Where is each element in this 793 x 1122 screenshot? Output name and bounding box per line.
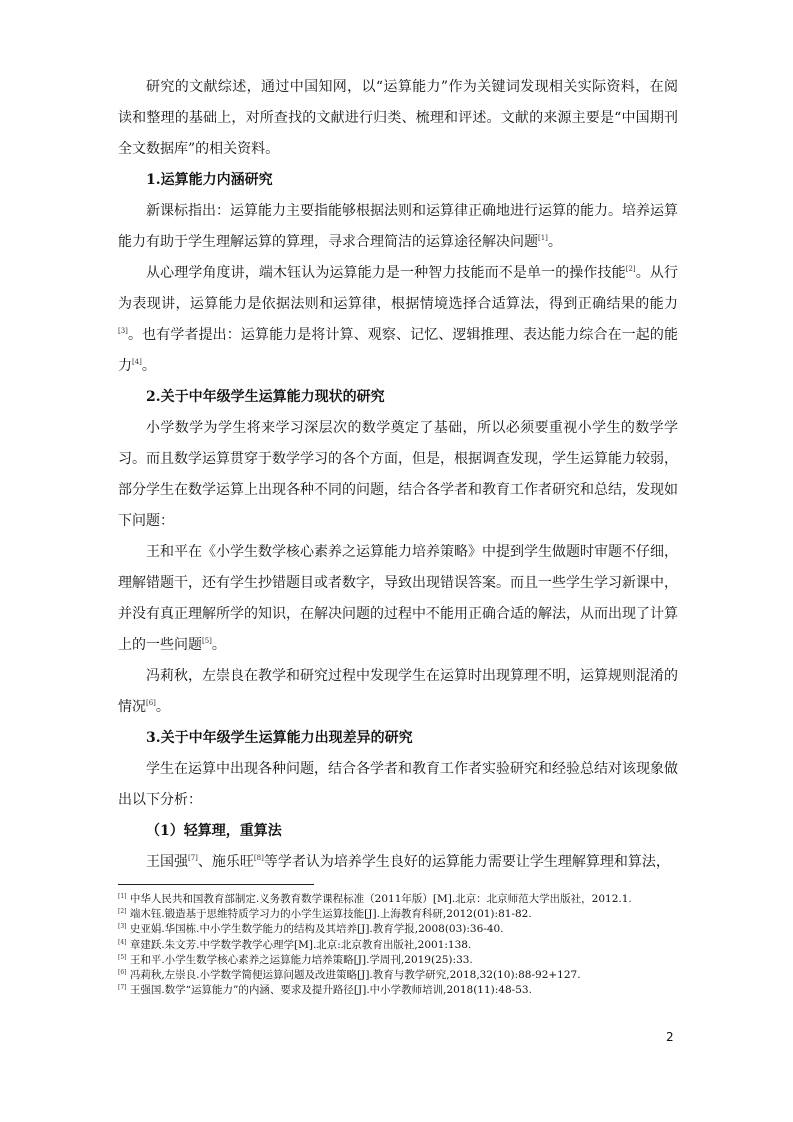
text-run: 冯莉秋，左崇良在教学和研究过程中发现学生在运算时出现算理不明，运算规则混淆的情况 [118, 668, 678, 715]
footnote-mark: [4] [118, 938, 127, 946]
footnote [118, 968, 678, 983]
citation-mark: [6] [146, 699, 156, 707]
footnote-text: 章建跃.朱文芳.中学数学教学心理学[M].北京:北京教育出版社,2001:138. [129, 938, 472, 951]
footnote-text: 王和平.小学生数学核心素养之运算能力培养策略[J].学周刊,2019(25):33. [129, 953, 473, 966]
citation-mark: [1] [538, 234, 548, 242]
citation-mark: [5] [202, 637, 212, 645]
footnote [118, 953, 678, 968]
footnote-mark: [6] [118, 969, 127, 977]
section-heading [118, 816, 678, 847]
section-heading [118, 165, 678, 196]
footnote-separator [118, 884, 314, 885]
paragraph [118, 72, 678, 165]
footnote-mark: [2] [118, 908, 127, 916]
text-run: 。 [141, 358, 156, 374]
text-run: 。 [211, 637, 226, 653]
text-run: 、施乐旺 [197, 854, 254, 870]
text-run: 。 [155, 699, 170, 715]
footnote-mark: [7] [118, 984, 127, 992]
footnote [118, 922, 678, 937]
text-run: 从心理学角度讲，端木钰认为运算能力是一种智力技能而不是单一的操作技能 [146, 265, 626, 281]
footnote [118, 892, 678, 907]
footnote-text: 王强国.数学“运算能力”的内涵、要求及提升路径[J].中小学教师培训,2018(11):48-53. [129, 984, 532, 997]
text-run: 等学者认为培养学生良好的运算能力需要让学生理解算理和算法， [263, 854, 670, 870]
text-run: 新课标指出：运算能力主要指能够根据法则和运算律正确地进行运算的能力。培养运算能力有助于学生理解运算的算理，寻求合理简洁的运算途径解决问题 [118, 203, 678, 250]
text-run: 学生在运算中出现各种问题，结合各学者和教育工作者实验研究和经验总结对该现象做出以下分析： [118, 761, 678, 808]
paragraph [118, 196, 678, 258]
text-run: 王和平在《小学生数学核心素养之运算能力培养策略》中提到学生做题时审题不仔细，理解错题干，还有学生抄错题目或者数字，导致出现错误答案。而且一些学生学习新课中，并没有真正理解所学的知识，在解决问题的过程中不能用正确合适的解法，从而出现了计算上的一些问题 [118, 544, 678, 653]
text-run: 研究的文献综述，通过中国知网，以“运算能力”作为关键词发现相关实际资料，在阅读和整理的基础上，对所查找的文献进行归类、梳理和评述。文献的来源主要是“中国期刊全文数据库”的相关资料。 [118, 79, 678, 157]
paragraph [118, 258, 678, 382]
text-run: 王国强 [146, 854, 188, 870]
text-run: 小学数学为学生将来学习深层次的数学奠定了基础，所以必须要重视小学生的数学学习。而且数学运算贯穿于数学学习的各个方面，但是，根据调查发现，学生运算能力较弱，部分学生在数学运算上出现各种不同的问题，结合各学者和教育工作者研究和总结，发现如下问题： [118, 420, 678, 529]
citation-mark: [8] [253, 854, 264, 862]
section-heading [118, 723, 678, 754]
text-run: 3.关于中年级学生运算能力出现差异的研究 [146, 730, 413, 746]
citation-mark: [2] [625, 265, 636, 273]
footnote [118, 907, 678, 922]
paragraph [118, 413, 678, 537]
text-run: 1.运算能力内涵研究 [146, 172, 273, 188]
footnote-mark: [3] [118, 923, 127, 931]
footnote-text: 冯莉秋,左崇良.小学数学简便运算问题及改进策略[J].教育与教学研究,2018,32(10):88-92+127. [129, 969, 581, 982]
footnote-text: 端木钰.锻造基于思维特质学习力的小学生运算技能[J].上海教育科研,2012(01):81-82. [129, 908, 532, 921]
footnote-text: 中华人民共和国教育部制定.义务教育数学课程标准（2011年版）[M].北京：北京师范大学出版社，2012.1. [129, 893, 632, 905]
text-run: 2.关于中年级学生运算能力现状的研究 [146, 389, 385, 405]
paragraph [118, 537, 678, 661]
citation-mark: [3] [118, 327, 128, 335]
section-heading [118, 382, 678, 413]
paragraph [118, 754, 678, 816]
text-run: 。 [547, 234, 562, 250]
text-run: （1）轻算理，重算法 [146, 823, 282, 839]
text-run: 。也有学者提出：运算能力是将计算、观察、记忆、逻辑推理、表达能力综合在一起的能力 [118, 327, 678, 374]
text-run: 。从行为表现讲，运算能力是依据法则和运算律，根据情境选择合适算法，得到正确结果的能力 [118, 265, 679, 312]
footnote [118, 938, 678, 953]
paragraph [118, 661, 678, 723]
footnotes [118, 892, 678, 998]
body-text [118, 72, 678, 878]
page-number: 2 [666, 1030, 674, 1044]
footnote [118, 983, 678, 998]
citation-mark: [4] [132, 358, 142, 366]
footnote-mark: [1] [118, 893, 127, 900]
paragraph [118, 847, 678, 878]
footnote-text: 史亚娟.华国栋.中小学生数学能力的结构及其培养[J].教育学报,2008(03):36-40. [129, 923, 504, 936]
citation-mark: [7] [188, 854, 198, 862]
footnote-mark: [5] [118, 953, 127, 961]
